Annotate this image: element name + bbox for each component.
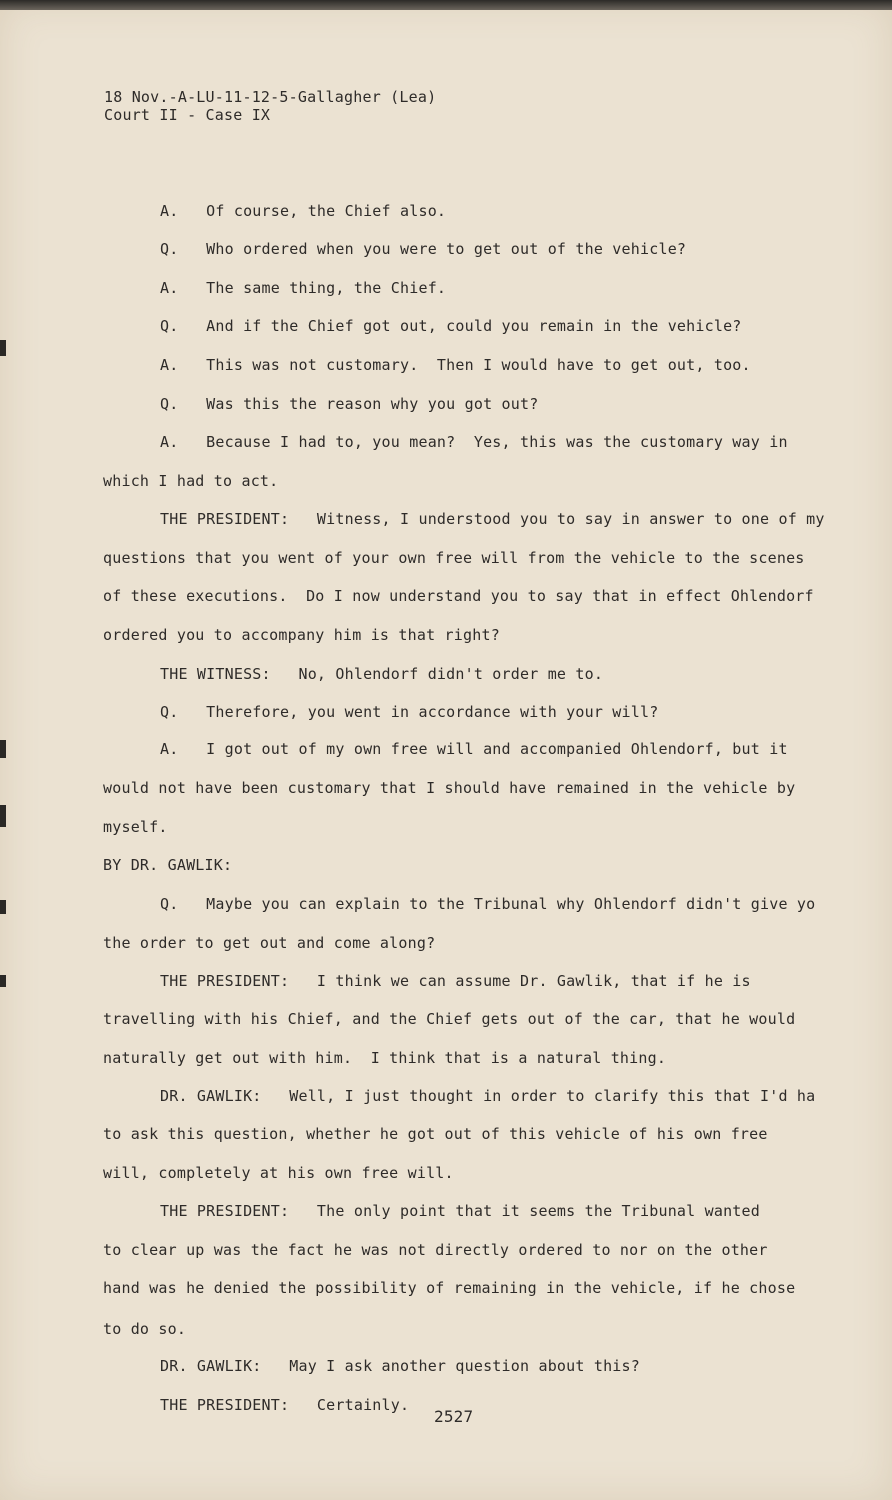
transcript-line: which I had to act. xyxy=(103,472,279,490)
transcript-line: THE PRESIDENT: Certainly. xyxy=(160,1396,410,1414)
transcript-line: Q. Maybe you can explain to the Tribunal why Ohlendorf didn't give yo xyxy=(160,895,816,913)
transcript-line: will, completely at his own free will. xyxy=(103,1164,454,1182)
transcript-line: A. The same thing, the Chief. xyxy=(160,279,447,297)
transcript-line: questions that you went of your own free will from the vehicle to the scenes xyxy=(103,549,805,567)
transcript-line: DR. GAWLIK: May I ask another question about this? xyxy=(160,1357,640,1375)
transcript-line: Q. And if the Chief got out, could you remain in the vehicle? xyxy=(160,317,742,335)
header-line-2: Court II - Case IX xyxy=(104,106,271,124)
transcript-line: of these executions. Do I now understand you to say that in effect Ohlendorf xyxy=(103,587,814,605)
transcript-line: THE PRESIDENT: I think we can assume Dr. Gawlik, that if he is xyxy=(160,972,751,990)
transcript-line: travelling with his Chief, and the Chief gets out of the car, that he would xyxy=(103,1010,796,1028)
transcript-line: ordered you to accompany him is that right? xyxy=(103,626,500,644)
header-line-1: 18 Nov.-A-LU-11-12-5-Gallagher (Lea) xyxy=(104,88,437,106)
page-number: 2527 xyxy=(434,1407,474,1426)
scan-edge-mark xyxy=(0,975,6,987)
transcript-line: Q. Who ordered when you were to get out of the vehicle? xyxy=(160,240,687,258)
transcript-line: would not have been customary that I should have remained in the vehicle by xyxy=(103,779,796,797)
scan-edge-mark xyxy=(0,740,6,758)
scan-edge-mark xyxy=(0,340,6,356)
transcript-line: A. Of course, the Chief also. xyxy=(160,202,447,220)
transcript-line: to do so. xyxy=(103,1320,187,1338)
transcript-line: THE WITNESS: No, Ohlendorf didn't order me to. xyxy=(160,665,604,683)
transcript-line: Q. Therefore, you went in accordance with your will? xyxy=(160,703,659,721)
transcript-line: hand was he denied the possibility of remaining in the vehicle, if he chose xyxy=(103,1279,796,1297)
transcript-line: DR. GAWLIK: Well, I just thought in order to clarify this that I'd ha xyxy=(160,1087,816,1105)
transcript-line: to clear up was the fact he was not directly ordered to nor on the other xyxy=(103,1241,768,1259)
transcript-line: THE PRESIDENT: The only point that it seems the Tribunal wanted xyxy=(160,1202,760,1220)
examination-heading: BY DR. GAWLIK: xyxy=(103,856,233,874)
scan-edge-mark xyxy=(0,900,6,914)
transcript-line: the order to get out and come along? xyxy=(103,934,436,952)
transcript-line: naturally get out with him. I think that is a natural thing. xyxy=(103,1049,667,1067)
transcript-line: A. This was not customary. Then I would have to get out, too. xyxy=(160,356,751,374)
transcript-line: Q. Was this the reason why you got out? xyxy=(160,395,539,413)
scan-top-edge xyxy=(0,0,892,10)
transcript-line: THE PRESIDENT: Witness, I understood you to say in answer to one of my xyxy=(160,510,825,528)
transcript-line: to ask this question, whether he got out of this vehicle of his own free xyxy=(103,1125,768,1143)
transcript-line: A. Because I had to, you mean? Yes, this was the customary way in xyxy=(160,433,788,451)
scan-edge-mark xyxy=(0,805,6,827)
transcript-line: myself. xyxy=(103,818,168,836)
transcript-line: A. I got out of my own free will and accompanied Ohlendorf, but it xyxy=(160,740,788,758)
